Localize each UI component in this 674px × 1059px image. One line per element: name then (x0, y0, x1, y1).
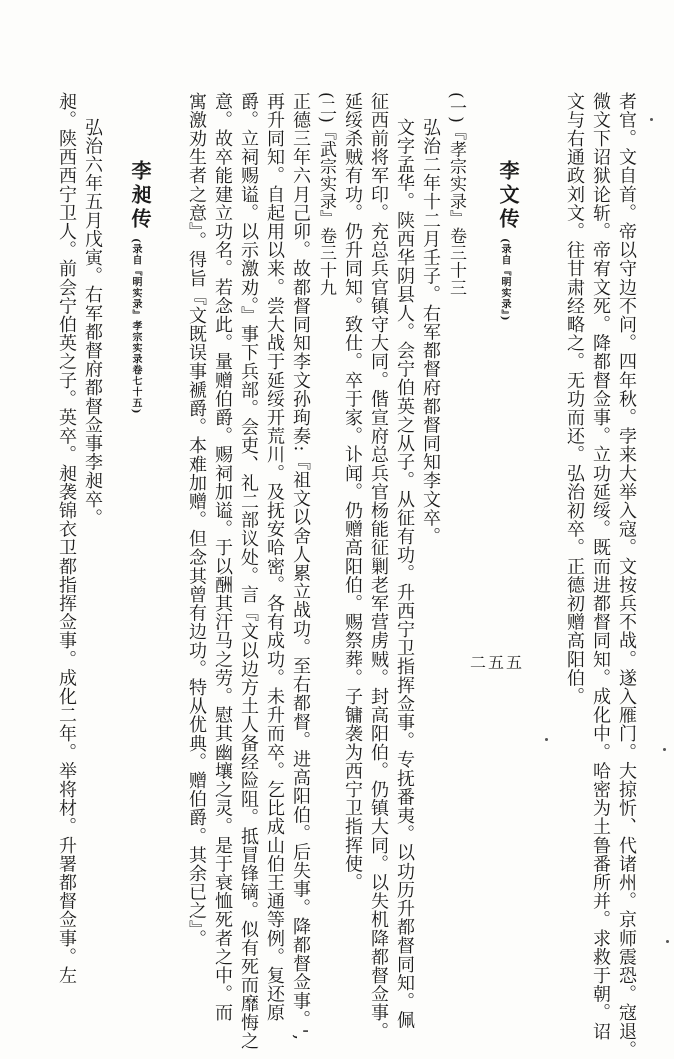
section-title: 李文传 (496, 160, 520, 232)
text-line: 文字孟华。陕西华阴县人。会宁伯英之从子。从征有功。升西宁卫指挥佥事。专抚番夷。以功历升都督同知。佩 (394, 118, 415, 1030)
text-line: 文与右通政刘文。往甘肃经略之。无功而还。弘治初卒。正德初赠高阳伯。 (564, 92, 585, 706)
text-line: 寓激劝生者之意』。得旨『文既误事褫爵。本难加赠。但念其曾有边功。特从优典。赠伯爵。其余已之』。 (186, 92, 207, 949)
entry-heading: (二)『武宗实录』卷三十九 (316, 92, 336, 297)
source-note: (录自『明实录』孝宗实录卷七十五) (130, 238, 141, 415)
text-line: 微文下诏狱论斩。帝宥文死。降都督佥事。立功延绥。既而进都督同知。成化中。哈密为土鲁番所并。求救于朝。诏 (590, 92, 611, 1041)
page-number: 二五五 (470, 653, 525, 672)
scan-speck (663, 748, 666, 751)
text-line: 正德三年六月己卯。故都督同知李文孙珣奏:『祖文以舍人累立战功。至右都督。进高阳伯。后失事。降都督佥事。', (290, 92, 311, 1041)
text-line: 征西前将军印。充总兵官镇守大同。偕宣府总兵官杨能征剿老军营虏贼。封高阳伯。仍镇大同。以失机降都督佥事。 (368, 92, 389, 1041)
text-line: 再升同知。自起用以来。尝大战于延绥开荒川。及抚安哈密。各有成功。未升而卒。乞比成山伯王通等例。复还原 (264, 92, 285, 1022)
section-title: 李昶传 (128, 160, 152, 232)
text-line: 弘治二年十二月壬子。右军都督府都督同知李文卒。 (420, 118, 441, 546)
text-line: 者官。文自首。帝以守边不问。四年秋。孛来大举入寇。文按兵不战。遂入雁门。大掠忻、代诸州。京师震恐。寇退。 (616, 92, 637, 1059)
scan-speck (666, 940, 669, 943)
text-line: 昶。陕西西宁卫人。前会宁伯英之子。英卒。昶袭锦衣卫都指挥佥事。成化二年。举将材。升署都督佥事。左 (56, 92, 77, 985)
scan-speck (545, 738, 548, 741)
text-line: 弘治六年五月戊寅。右军都督府都督佥事李昶卒。 (82, 118, 103, 528)
text-line: 爵。立祠赐谥。以示激劝。』事下兵部。会吏、礼二部议处。言『文以边方土人备经险阻。抵冒锋镝。似有死而靡悔之 (238, 92, 259, 1051)
entry-heading: (一)『孝宗实录』卷三十三 (446, 92, 466, 297)
text-line: 意。故卒能建立功名。若念此。量赠伯爵。赐祠加谥。于以酬其汗马之劳。慰其幽壤之灵。是于衰恤死者之中。而 (212, 92, 233, 1022)
scan-speck (650, 118, 653, 121)
text-line: 延绥杀贼有功。仍升同知。致仕。卒于家。讣闻。仍赠高阳伯。赐祭葬。子镛袭为西宁卫指挥使。 (342, 92, 363, 892)
source-note: (录自『明实录』) (499, 238, 510, 322)
